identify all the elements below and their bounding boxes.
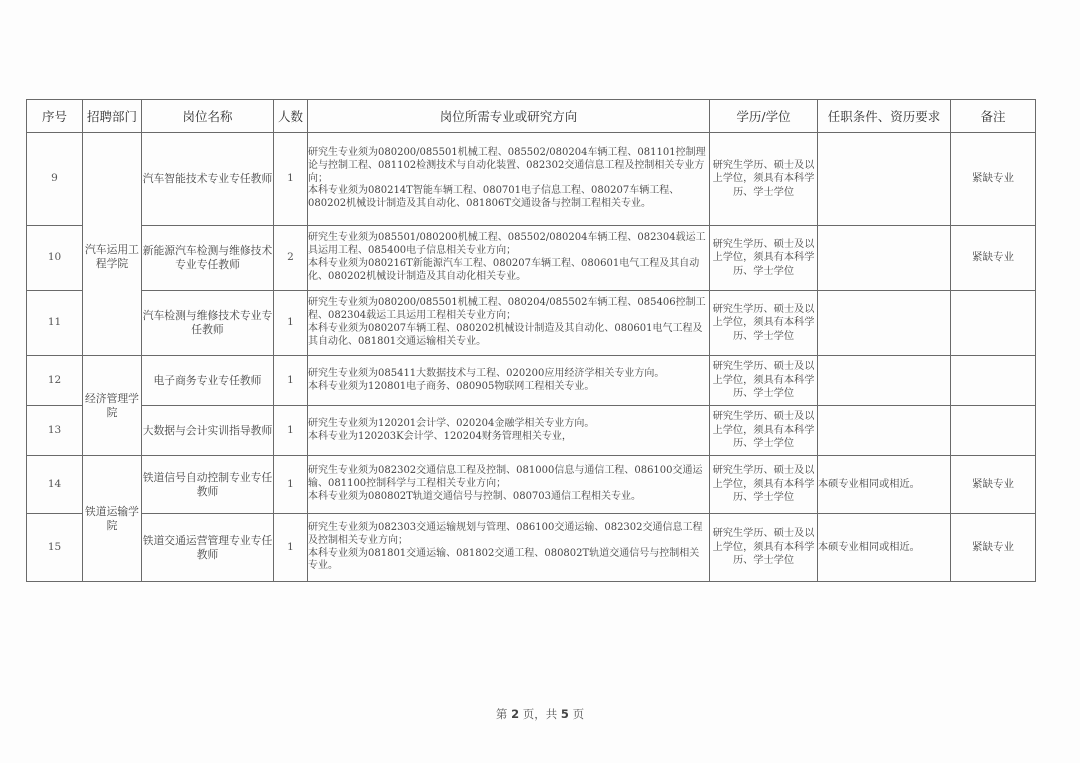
table-row xyxy=(27,291,1036,356)
qualification-condition: 本硕专业相同或相近。 xyxy=(818,514,951,582)
position-name: 电子商务专业专任教师 xyxy=(142,356,274,406)
qualification-condition xyxy=(818,291,951,356)
education-requirement: 研究生学历、硕士及以上学位，须具有本科学历、学士学位 xyxy=(710,133,818,226)
remark xyxy=(951,406,1036,456)
header-condition: 任职条件、资历要求 xyxy=(818,100,951,133)
department-cell: 汽车运用工程学院 xyxy=(83,133,142,356)
major-requirement xyxy=(308,514,710,582)
footer-suffix: 页 xyxy=(572,707,585,721)
position-name: 铁道交通运营管理专业专任教师 xyxy=(142,514,274,582)
remark: 紧缺专业 xyxy=(951,514,1036,582)
table-row xyxy=(27,356,1036,406)
undergraduate-requirement: 本科专业为120203K会计学、120204财务管理相关专业， xyxy=(308,430,572,442)
graduate-requirement: 研究生专业须为085501/080200机械工程、085502/080204车辆工程、082304载运工具运用工程、085400电子信息相关专业方向； xyxy=(308,232,706,257)
qualification-condition xyxy=(818,356,951,406)
education-requirement: 研究生学历、硕士及以上学位，须具有本科学历、学士学位 xyxy=(710,456,818,514)
headcount: 1 xyxy=(274,456,308,514)
undergraduate-requirement: 本科专业须为120801电子商务、080905物联网工程相关专业。 xyxy=(308,380,595,392)
graduate-requirement: 研究生专业须为082303交通运输规划与管理、086100交通运输、082302交通信息工程及控制相关专业方向； xyxy=(308,521,703,546)
position-name: 新能源汽车检测与维修技术专业专任教师 xyxy=(142,226,274,291)
major-requirement xyxy=(308,226,710,291)
headcount: 1 xyxy=(274,133,308,226)
page-footer xyxy=(0,706,1080,722)
row-number: 14 xyxy=(27,456,83,514)
table-row xyxy=(27,514,1036,582)
position-name: 汽车智能技术专业专任教师 xyxy=(142,133,274,226)
row-number: 10 xyxy=(27,226,83,291)
position-name: 汽车检测与维修技术专业专任教师 xyxy=(142,291,274,356)
remark: 紧缺专业 xyxy=(951,456,1036,514)
remark xyxy=(951,356,1036,406)
header-row xyxy=(27,100,1036,133)
headcount: 1 xyxy=(274,406,308,456)
undergraduate-requirement: 本科专业须为080216T新能源汽车工程、080207车辆工程、080601电气工程及其自动化、080202机械设计制造及其自动化相关专业。 xyxy=(308,258,700,282)
major-requirement xyxy=(308,456,710,514)
graduate-requirement: 研究生专业须为082302交通信息工程及控制、081000信息与通信工程、086100交通运输、081100控制科学与工程相关专业方向； xyxy=(308,465,703,490)
major-requirement xyxy=(308,133,710,226)
education-requirement: 研究生学历、硕士及以上学位，须具有本科学历、学士学位 xyxy=(710,406,818,456)
remark: 紧缺专业 xyxy=(951,133,1036,226)
qualification-condition xyxy=(818,226,951,291)
graduate-requirement: 研究生专业须为080200/085501机械工程、080204/085502车辆工程、085406控制工程、082304载运工具运用工程相关专业方向； xyxy=(308,297,706,322)
header-note: 备注 xyxy=(951,100,1036,133)
headcount: 1 xyxy=(274,514,308,582)
headcount: 1 xyxy=(274,356,308,406)
footer-prefix: 第 xyxy=(495,707,508,721)
education-requirement: 研究生学历、硕士及以上学位，须具有本科学历、学士学位 xyxy=(710,356,818,406)
footer-middle: 页，共 xyxy=(522,707,558,721)
undergraduate-requirement: 本科专业须为080802T轨道交通信号与控制、080703通信工程相关专业。 xyxy=(308,490,642,502)
remark: 紧缺专业 xyxy=(951,226,1036,291)
qualification-condition xyxy=(818,406,951,456)
department-cell: 经济管理学院 xyxy=(83,356,142,456)
undergraduate-requirement: 本科专业须为080214T智能车辆工程、080701电子信息工程、080207车辆工程、080202机械设计制造及其自动化、081806T交通设备与控制工程相关专业。 xyxy=(308,185,680,210)
undergraduate-requirement: 本科专业须为081801交通运输、081802交通工程、080802T轨道交通信号与控制相关专业。 xyxy=(308,547,700,572)
major-requirement xyxy=(308,406,710,456)
row-number: 11 xyxy=(27,291,83,356)
table-row xyxy=(27,133,1036,226)
header-no: 序号 xyxy=(27,100,83,133)
table-row xyxy=(27,406,1036,456)
education-requirement: 研究生学历、硕士及以上学位，须具有本科学历、学士学位 xyxy=(710,514,818,582)
graduate-requirement: 研究生专业须为080200/085501机械工程、085502/080204车辆工程、081101控制理论与控制工程、081102检测技术与自动化装置、082302交通信息工程及控制相关专业方向； xyxy=(308,146,706,184)
education-requirement: 研究生学历、硕士及以上学位，须具有本科学历、学士学位 xyxy=(710,291,818,356)
position-name: 铁道信号自动控制专业专任教师 xyxy=(142,456,274,514)
header-count: 人数 xyxy=(274,100,308,133)
header-requirement: 岗位所需专业或研究方向 xyxy=(308,100,710,133)
undergraduate-requirement: 本科专业须为080207车辆工程、080202机械设计制造及其自动化、080601电气工程及其自动化、081801交通运输相关专业。 xyxy=(308,323,703,347)
recruitment-table xyxy=(26,99,1036,582)
row-number: 12 xyxy=(27,356,83,406)
header-education: 学历/学位 xyxy=(710,100,818,133)
qualification-condition: 本硕专业相同或相近。 xyxy=(818,456,951,514)
qualification-condition xyxy=(818,133,951,226)
table-row xyxy=(27,226,1036,291)
row-number: 13 xyxy=(27,406,83,456)
major-requirement xyxy=(308,356,710,406)
graduate-requirement: 研究生专业须为120201会计学、020204金融学相关专业方向。 xyxy=(308,417,595,429)
position-name: 大数据与会计实训指导教师 xyxy=(142,406,274,456)
current-page-number: 2 xyxy=(511,707,520,721)
total-pages-number: 5 xyxy=(560,707,569,721)
remark xyxy=(951,291,1036,356)
graduate-requirement: 研究生专业须为085411大数据技术与工程、020200应用经济学相关专业方向。 xyxy=(308,367,665,379)
education-requirement: 研究生学历、硕士及以上学位，须具有本科学历、学士学位 xyxy=(710,226,818,291)
headcount: 1 xyxy=(274,291,308,356)
header-position: 岗位名称 xyxy=(142,100,274,133)
table-row xyxy=(27,456,1036,514)
headcount: 2 xyxy=(274,226,308,291)
major-requirement xyxy=(308,291,710,356)
row-number: 15 xyxy=(27,514,83,582)
department-cell: 铁道运输学院 xyxy=(83,456,142,582)
header-department: 招聘部门 xyxy=(83,100,142,133)
row-number: 9 xyxy=(27,133,83,226)
